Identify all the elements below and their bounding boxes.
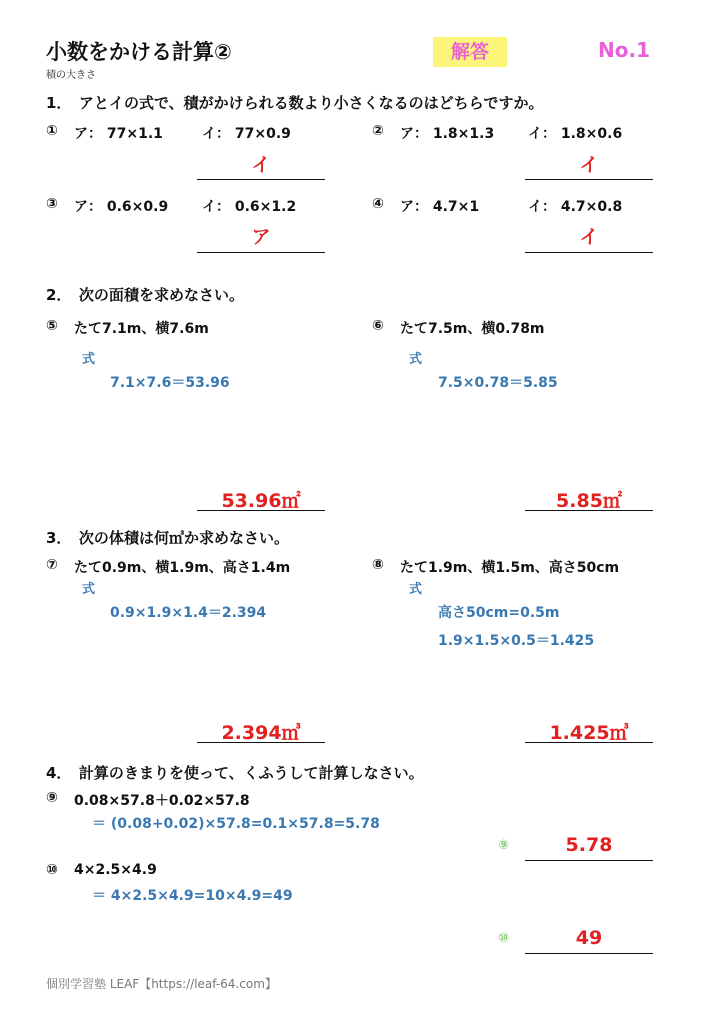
problem-1-option-i: イ： 77×0.9: [202, 126, 291, 142]
problem-10-answer-ref: ⑩: [498, 931, 510, 946]
problem-6-number: ⑥: [372, 318, 384, 334]
problem-2-option-a: ア： 1.8×1.3: [400, 126, 495, 142]
worksheet-number: No.1: [598, 38, 650, 62]
worksheet-subtitle: 積の大きさ: [46, 70, 96, 81]
problem-4-number: ④: [372, 196, 384, 212]
section-2-heading: 2． 次の面積を求めなさい。: [46, 286, 244, 304]
problem-6-text: たて7.5m、横0.78m: [400, 321, 545, 337]
problem-10-number: ⑩: [46, 862, 58, 878]
problem-5-number: ⑤: [46, 318, 58, 334]
problem-9-answer: 5.78: [565, 834, 613, 856]
problem-8-number: ⑧: [372, 557, 384, 573]
problem-3-answer: ア: [251, 226, 271, 248]
problem-9-work: ＝ (0.08+0.02)×57.8=0.1×57.8=5.78: [92, 816, 380, 832]
problem-3-answer-line: [197, 252, 325, 253]
worksheet-title: 小数をかける計算②: [46, 40, 232, 64]
problem-5-work: 7.1×7.6＝53.96: [110, 375, 230, 391]
problem-4-option-a: ア： 4.7×1: [400, 199, 480, 215]
problem-6-answer: 5.85㎡: [556, 490, 622, 512]
problem-8-answer-line: [525, 742, 653, 743]
problem-1-answer: イ: [251, 154, 271, 176]
problem-4-answer-line: [525, 252, 653, 253]
problem-8-text: たて1.9m、横1.5m、高さ50cm: [400, 560, 620, 576]
problem-10-answer-line: [525, 953, 653, 954]
problem-3-option-i: イ： 0.6×1.2: [202, 199, 297, 215]
section-3-heading: 3． 次の体積は何㎥か求めなさい。: [46, 529, 289, 547]
problem-8-work-line-1: 高さ50cm=0.5m: [438, 605, 560, 621]
problem-6-answer-line: [525, 510, 653, 511]
problem-6-shiki-label: 式: [409, 352, 423, 367]
problem-9-expression: 0.08×57.8＋0.02×57.8: [74, 793, 250, 809]
problem-4-answer: イ: [579, 226, 599, 248]
problem-7-number: ⑦: [46, 557, 58, 573]
problem-1-number: ①: [46, 123, 58, 139]
problem-8-work-line-2: 1.9×1.5×0.5＝1.425: [438, 633, 595, 649]
problem-8-shiki-label: 式: [409, 582, 423, 597]
problem-2-answer: イ: [579, 154, 599, 176]
problem-7-shiki-label: 式: [82, 582, 96, 597]
answer-badge: 解答: [433, 37, 507, 67]
problem-9-answer-line: [525, 860, 653, 861]
problem-3-option-a: ア： 0.6×0.9: [74, 199, 169, 215]
problem-4-option-i: イ： 4.7×0.8: [528, 199, 623, 215]
problem-2-number: ②: [372, 123, 384, 139]
footer-credit: 個別学習塾 LEAF【https://leaf-64.com】: [46, 977, 277, 991]
problem-2-option-i: イ： 1.8×0.6: [528, 126, 623, 142]
problem-5-answer: 53.96㎡: [221, 490, 301, 512]
problem-6-work: 7.5×0.78＝5.85: [438, 375, 558, 391]
section-1-heading: 1． アとイの式で、積がかけられる数より小さくなるのはどちらですか。: [46, 94, 544, 112]
section-4-heading: 4． 計算のきまりを使って、くふうして計算しなさい。: [46, 764, 424, 782]
problem-1-answer-line: [197, 179, 325, 180]
problem-10-expression: 4×2.5×4.9: [74, 862, 157, 878]
problem-7-text: たて0.9m、横1.9m、高さ1.4m: [74, 560, 291, 576]
problem-9-number: ⑨: [46, 790, 58, 806]
problem-7-answer-line: [197, 742, 325, 743]
problem-2-answer-line: [525, 179, 653, 180]
problem-9-answer-ref: ⑨: [498, 838, 510, 853]
problem-5-answer-line: [197, 510, 325, 511]
problem-5-shiki-label: 式: [82, 352, 96, 367]
problem-3-number: ③: [46, 196, 58, 212]
problem-7-work: 0.9×1.9×1.4＝2.394: [110, 605, 267, 621]
problem-5-text: たて7.1m、横7.6m: [74, 321, 209, 337]
problem-1-option-a: ア： 77×1.1: [74, 126, 163, 142]
problem-10-answer: 49: [575, 927, 603, 949]
problem-8-answer: 1.425㎥: [549, 722, 629, 744]
problem-7-answer: 2.394㎥: [221, 722, 301, 744]
problem-10-work: ＝ 4×2.5×4.9=10×4.9=49: [92, 888, 293, 904]
